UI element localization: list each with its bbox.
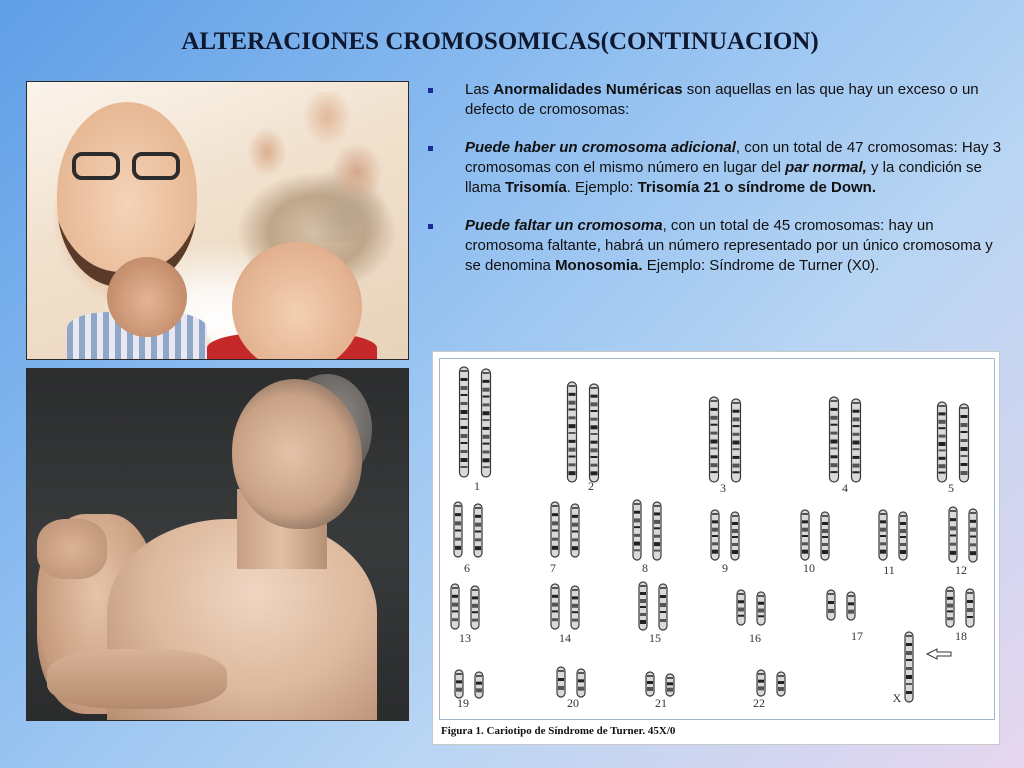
chromosome-label: 4 [842, 481, 848, 495]
chromosome-label: 5 [948, 481, 954, 495]
chromosome-label: 11 [883, 563, 895, 577]
bullet-text-part: , con un total de 45 cromosomas: hay un cromosoma faltante, habrá un número representado por un único cromosoma y se denomina [465, 217, 993, 274]
karyotype-chromosomes [433, 352, 1001, 722]
bullet-text-part: Monosomia. [555, 257, 643, 274]
bullet-square-icon [428, 88, 433, 93]
chromosome-label: 18 [955, 629, 967, 643]
chromosome-pair-8 [633, 500, 661, 560]
bullet-text-part: Trisomía [505, 179, 567, 196]
bullet-square-icon [428, 146, 433, 151]
bullet-text [465, 81, 979, 118]
bullet-text-part: Trisomía 21 o síndrome de Down. [637, 179, 876, 196]
chromosome-pair-1 [460, 367, 491, 477]
chromosome-label: 20 [567, 696, 579, 710]
bullet-text-part: , con un total de 47 cromosomas: Hay 3 cromosomas con el mismo número en lugar del [465, 139, 1002, 176]
boy-face [107, 257, 187, 337]
bullet-text-part: Las [465, 81, 494, 98]
bullet-text [465, 139, 1001, 196]
chromosome-label: 22 [753, 696, 765, 710]
chromosome-pair-12 [949, 507, 977, 562]
bullet-monosomy [428, 216, 1008, 276]
bullet-text-part: Puede faltar un cromosoma [465, 217, 663, 234]
girl-face [232, 242, 362, 360]
chromosome-pair-20 [557, 667, 585, 697]
bullet-text [465, 217, 993, 274]
chromosome-pair-9 [711, 510, 739, 560]
chromosome-label: 19 [457, 696, 469, 710]
chromosome-label: 1 [474, 479, 480, 493]
chromosome-label: 2 [588, 479, 594, 493]
bullet-text-part: son aquellas en las que hay un exceso o un defecto de cromosomas: [465, 81, 979, 118]
karyotype-caption: Figura 1. Cariotipo de Síndrome de Turner. 45X/0 [441, 725, 676, 737]
bullet-text-part: Puede haber un cromosoma adicional [465, 139, 736, 156]
chromosome-label: 21 [655, 696, 667, 710]
chromosome-label: 16 [749, 631, 761, 645]
chromosome-pair-18 [946, 587, 974, 627]
chromosome-pair-X [905, 632, 951, 702]
bullet-text-part: y la condición se llama [465, 159, 982, 196]
girl-with-glasses [57, 102, 197, 287]
bullet-text-part: Anormalidades Numéricas [493, 81, 683, 98]
chromosome-pair-3 [710, 397, 741, 482]
man-hand [37, 519, 107, 579]
down-syndrome-children-photo [26, 81, 409, 360]
chromosome-pair-19 [455, 670, 483, 698]
chromosome-label: 14 [559, 631, 571, 645]
background-children [227, 92, 397, 242]
man-head [232, 379, 362, 529]
chromosome-pair-16 [737, 590, 765, 625]
chromosome-pair-22 [757, 670, 785, 696]
chromosome-label: 3 [720, 481, 726, 495]
bullet-trisomy [428, 138, 1008, 198]
chromosome-pair-6 [454, 502, 482, 557]
bullet-square-icon [428, 224, 433, 229]
chromosome-pair-14 [551, 584, 579, 629]
chromosome-pair-7 [551, 502, 579, 557]
chromosome-pair-21 [646, 672, 674, 696]
man-stretching-skin-photo [26, 368, 409, 721]
chromosome-label: 12 [955, 563, 967, 577]
bullet-list [428, 80, 1008, 294]
turner-karyotype-figure [432, 351, 1000, 745]
chromosome-pair-2 [568, 382, 599, 482]
chromosome-pair-15 [639, 582, 667, 630]
chromosome-label: 7 [550, 561, 556, 575]
arrow-left-icon [927, 649, 951, 659]
chromosome-pair-5 [938, 402, 969, 482]
chromosome-pair-13 [451, 584, 479, 629]
chromosome-pair-4 [830, 397, 861, 482]
bullet-text-part: par normal, [785, 159, 867, 176]
chromosome-label: X [892, 691, 902, 705]
chromosome-label: 10 [803, 561, 815, 575]
bullet-numeric-abnormalities [428, 80, 1008, 120]
bullet-text-part: . Ejemplo: [566, 179, 638, 196]
chromosome-label: 13 [459, 631, 471, 645]
bullet-text-part: Ejemplo: Síndrome de Turner (X0). [642, 257, 880, 274]
chromosome-label: 15 [649, 631, 661, 645]
chromosome-label: 9 [722, 561, 728, 575]
glasses-icon [72, 152, 182, 182]
chromosome-label: 6 [464, 561, 470, 575]
man-lower-arm [47, 649, 227, 709]
chromosome-pair-17 [827, 590, 855, 620]
slide-title: ALTERACIONES CROMOSOMICAS(CONTINUACION) [181, 28, 819, 55]
chromosome-label: 8 [642, 561, 648, 575]
chromosome-pair-11 [879, 510, 907, 560]
chromosome-pair-10 [801, 510, 829, 560]
chromosome-label: 17 [851, 629, 863, 643]
